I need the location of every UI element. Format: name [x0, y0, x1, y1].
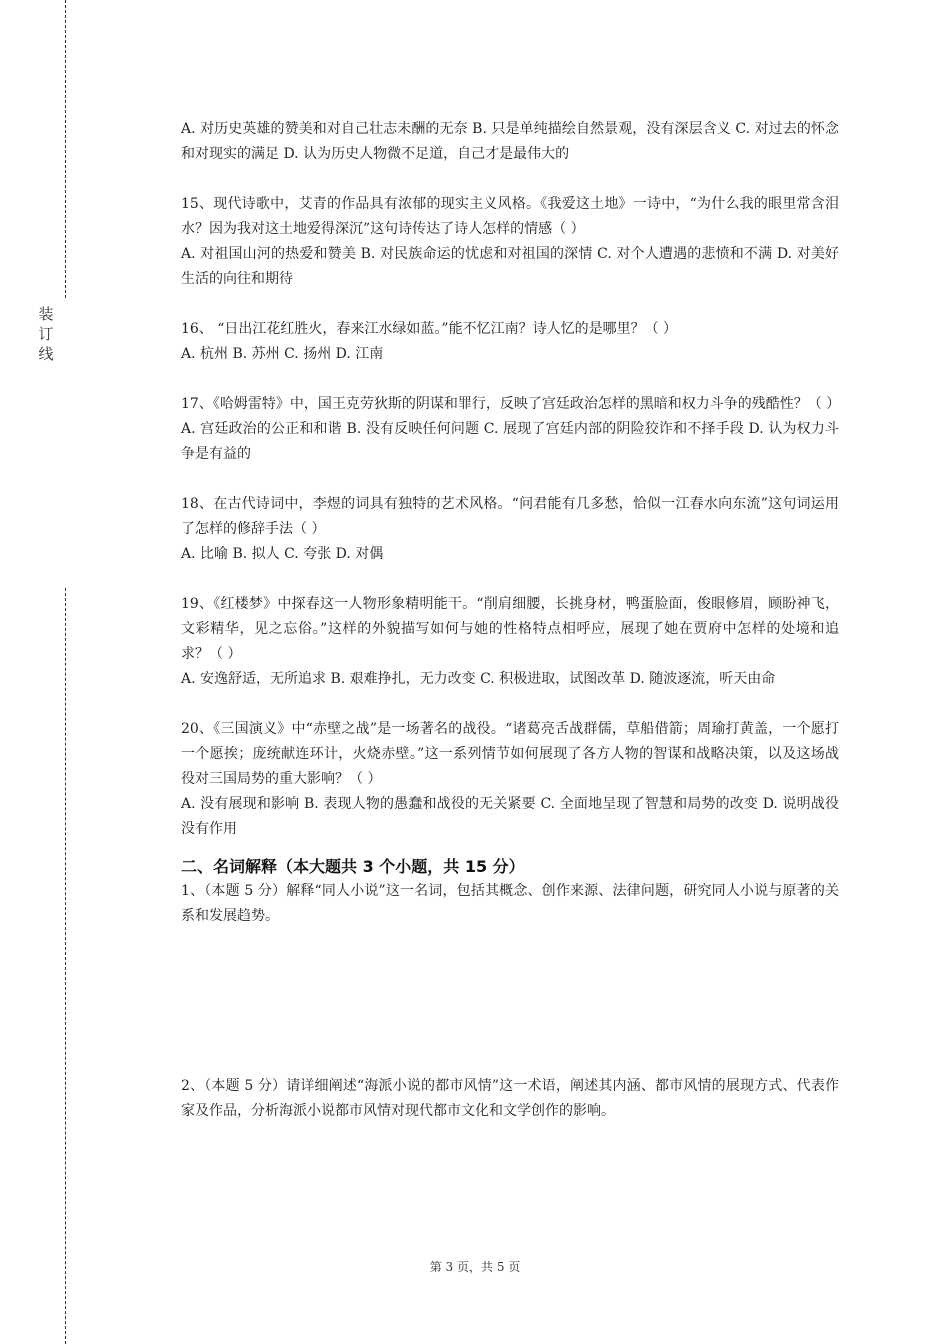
term-question-1: 1、（本题 5 分）解释“同人小说”这一名词，包括其概念、创作来源、法律问题，研究同人小说与原著的关系和发展趋势。: [181, 883, 839, 924]
answer-space: [181, 929, 839, 1074]
question-stem: 16、 “日出江花红胜火，春来江水绿如蓝。”能不忆江南？诗人忆的是哪里？（ ）: [181, 321, 678, 337]
question-17: [181, 392, 839, 467]
question-stem: 18、在古代诗词中，李煜的词具有独特的艺术风格。“问君能有几多愁，恰似一江春水向东流”这句词运用了怎样的修辞手法（ ）: [181, 496, 839, 537]
page-footer: 第 3 页，共 5 页: [429, 1260, 521, 1274]
question-options: A. 没有展现和影响 B. 表现人物的愚蠢和战役的无关紧要 C. 全面地呈现了智慧和局势的改变 D. 说明战役没有作用: [181, 796, 839, 837]
question-20: [181, 717, 839, 842]
question-15: [181, 192, 839, 292]
section-2-title: 二、名词解释（本大题共 3 个小题，共 15 分）: [181, 857, 525, 876]
question-options: A. 宫廷政治的公正和和谐 B. 没有反映任何问题 C. 展现了宫廷内部的阴险狡诈和不择手段 D. 认为权力斗争是有益的: [181, 421, 839, 462]
question-stem: 15、现代诗歌中，艾青的作品具有浓郁的现实主义风格。《我爱这土地》一诗中，“为什么我的眼里常含泪水？因为我对这土地爱得深沉”这句诗传达了诗人怎样的情感（ ）: [181, 196, 839, 237]
binding-label-char: 线: [38, 345, 54, 363]
exam-content: [181, 117, 839, 1124]
term-question-2: 2、（本题 5 分）请详细阐述“海派小说的都市风情”这一术语，阐述其内涵、都市风情的展现方式、代表作家及作品，分析海派小说都市风情对现代都市文化和文学创作的影响。: [181, 1078, 839, 1119]
question-14-options: A. 对历史英雄的赞美和对自己壮志未酬的无奈 B. 只是单纯描绘自然景观，没有深层含义 C. 对过去的怀念和对现实的满足 D. 认为历史人物微不足道，自己才是最伟大的: [181, 121, 839, 162]
question-stem: 20、《三国演义》中“赤壁之战”是一场著名的战役。“诸葛亮舌战群儒，草船借箭；周瑜打黄盖，一个愿打一个愿挨；庞统献连环计，火烧赤壁。”这一系列情节如何展现了各方人物的智谋和战略决策，以及这场战役对三国局势的重大影响？（ ）: [181, 721, 839, 787]
question-options: A. 比喻 B. 拟人 C. 夸张 D. 对偶: [181, 546, 384, 562]
binding-label-char: 装: [38, 305, 54, 323]
question-16: [181, 317, 839, 367]
binding-dashed-line-top: [65, 0, 66, 298]
question-stem: 17、《哈姆雷特》中，国王克劳狄斯的阴谋和罪行，反映了宫廷政治怎样的黑暗和权力斗争的残酷性？（ ）: [181, 396, 841, 412]
binding-label-char: 订: [38, 325, 54, 343]
question-18: [181, 492, 839, 567]
question-stem: 19、《红楼梦》中探春这一人物形象精明能干。“削肩细腰，长挑身材，鸭蛋脸面，俊眼修眉，顾盼神飞，文彩精华，见之忘俗。”这样的外貌描写如何与她的性格特点相呼应，展现了她在贾府中怎样的处境和追求？（ ）: [181, 596, 839, 662]
question-19: [181, 592, 839, 692]
question-options: A. 对祖国山河的热爱和赞美 B. 对民族命运的忧虑和对祖国的深情 C. 对个人遭遇的悲愤和不满 D. 对美好生活的向往和期待: [181, 246, 839, 287]
question-options: A. 安逸舒适，无所追求 B. 艰难挣扎，无力改变 C. 积极进取，试图改革 D. 随波逐流，听天由命: [181, 671, 776, 687]
question-options: A. 杭州 B. 苏州 C. 扬州 D. 江南: [181, 346, 384, 362]
binding-dashed-line-bottom: [65, 588, 66, 1344]
binding-label: [36, 304, 56, 364]
